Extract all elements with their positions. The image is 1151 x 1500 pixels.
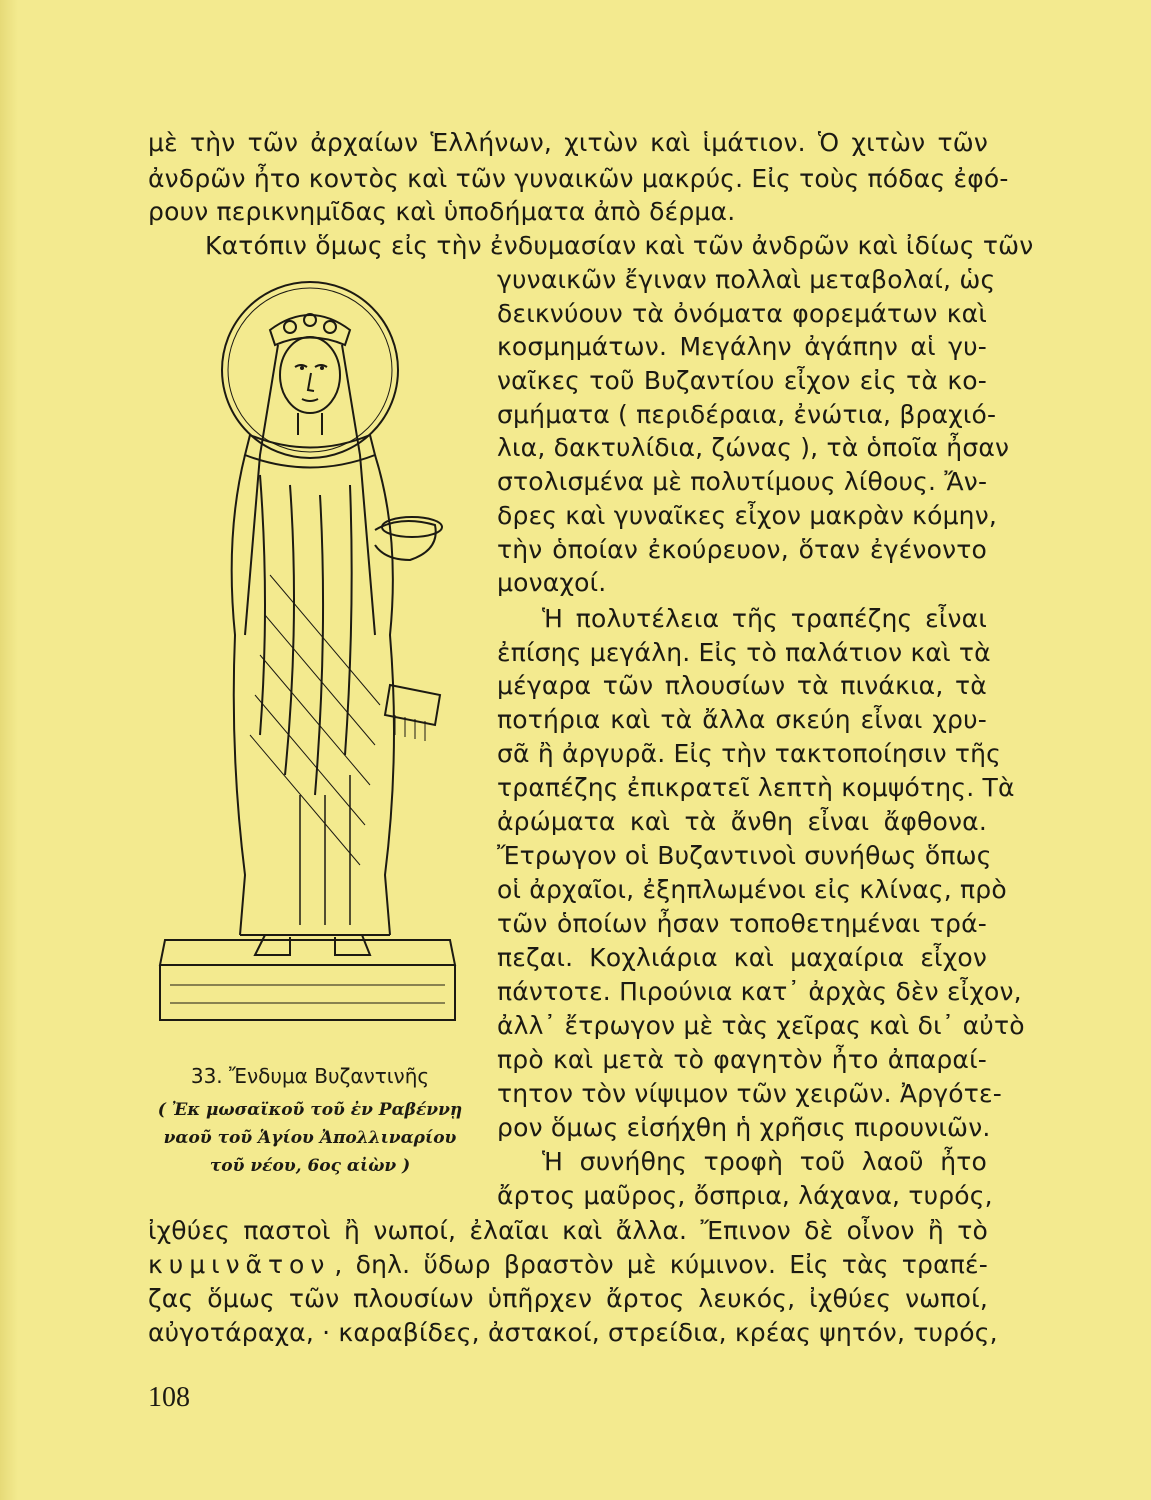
text-line: οἱ ἀρχαῖοι, ἐξηπλωμένοι εἰς κλίνας, πρὸ <box>497 875 1007 904</box>
text-line: πρὸ καὶ μετὰ τὸ φαγητὸν ἦτο ἀπαραί- <box>497 1045 987 1074</box>
text-line: ἀλλ᾽ ἔτρωγον μὲ τὰς χεῖρας καὶ δι᾽ αὐτὸ <box>497 1011 1025 1040</box>
text-line: στολισμένα μὲ πολυτίμους λίθους. Ἄν- <box>497 467 988 496</box>
figure-caption-title: 33. Ἔνδυμα Βυζαντινῆς <box>190 1064 430 1088</box>
text-line: λια, δακτυλίδια, ζώνας ), τὰ ὁποῖα ἦσαν <box>497 433 1010 462</box>
text-line: μοναχοί. <box>497 568 607 597</box>
figure-caption-line: ( Ἐκ μωσαϊκοῦ τοῦ ἐν Ραβέννῃ <box>157 1100 463 1120</box>
text-line: ἀνδρῶν ἦτο κοντὸς καὶ τῶν γυναικῶν μακρύς. Εἰς τοὺς πόδας ἐφό- <box>148 164 1009 193</box>
byzantine-woman-illustration <box>150 275 460 1035</box>
text-line: ἐπίσης μεγάλη. Εἰς τὸ παλάτιον καὶ τὰ <box>497 638 991 667</box>
text-line: πάντοτε. Πιρούνια κατ᾽ ἀρχὰς δὲν εἶχον, <box>497 977 1022 1006</box>
figure-caption-line: ναοῦ τοῦ Ἁγίου Ἀπολλιναρίου <box>163 1128 457 1148</box>
text-line: ζας ὅμως τῶν πλουσίων ὑπῆρχεν ἄρτος λευκός, ἰχθύες νωποί, <box>148 1284 988 1313</box>
text-line: δρες καὶ γυναῖκες εἶχον μακρὰν κόμην, <box>497 501 998 530</box>
text-line: σᾶ ἢ ἀργυρᾶ. Εἰς τὴν τακτοποίησιν τῆς <box>497 739 1002 768</box>
text-line: τὴν ὁποίαν ἐκούρευον, ὅταν ἐγένοντο <box>497 535 987 564</box>
figure-caption-line: τοῦ νέου, 6ος αἰὼν ) <box>209 1156 411 1176</box>
text-line: τῶν ὁποίων ἦσαν τοποθετημέναι τρά- <box>497 909 987 938</box>
text-line: Ἔτρωγον οἱ Βυζαντινοὶ συνήθως ὅπως <box>497 841 992 870</box>
text-line: ναῖκες τοῦ Βυζαντίου εἶχον εἰς τὰ κο- <box>497 366 987 395</box>
text-line: πεζαι. Κοχλιάρια καὶ μαχαίρια εἶχον <box>497 943 987 972</box>
text-line: τητον τὸν νίψιμον τῶν χειρῶν. Ἀργότε- <box>497 1079 1002 1108</box>
line-rest: , δηλ. ὕδωρ βραστὸν μὲ κύμινον. Εἰς τὰς τραπέ- <box>334 1250 988 1279</box>
text-line: μέγαρα τῶν πλουσίων τὰ πινάκια, τὰ <box>497 671 987 700</box>
spaced-word: κυμινᾶτον <box>148 1250 331 1279</box>
text-line: δεικνύουν τὰ ὀνόματα φορεμάτων καὶ <box>497 299 987 328</box>
text-line: μὲ τὴν τῶν ἀρχαίων Ἑλλήνων, χιτὼν καὶ ἱμάτιον. Ὁ χιτὼν τῶν <box>148 128 988 157</box>
text-line: γυναικῶν ἔγιναν πολλαὶ μεταβολαί, ὡς <box>497 265 996 294</box>
text-line: ἀρώματα καὶ τὰ ἄνθη εἶναι ἄφθονα. <box>497 807 987 836</box>
text-line: ποτήρια καὶ τὰ ἄλλα σκεύη εἶναι χρυ- <box>497 705 987 734</box>
text-line: σμήματα ( περιδέραια, ἐνώτια, βραχιό- <box>497 400 997 429</box>
text-line: Ἡ πολυτέλεια τῆς τραπέζης εἶναι <box>542 604 987 633</box>
text-line: Ἡ συνήθης τροφὴ τοῦ λαοῦ ἦτο <box>542 1147 987 1176</box>
text-line: ἄρτος μαῦρος, ὄσπρια, λάχανα, τυρός, <box>497 1181 993 1210</box>
text-line: Κατόπιν ὅμως εἰς τὴν ἐνδυμασίαν καὶ τῶν ἀνδρῶν καὶ ἰδίως τῶν <box>205 231 1034 260</box>
page-number: 108 <box>148 1382 190 1413</box>
text-line: τραπέζης ἐπικρατεῖ λεπτὴ κομψότης. Τὰ <box>497 773 1015 802</box>
text-line: ἰχθύες παστοὶ ἢ νωποί, ἐλαῖαι καὶ ἄλλα. Ἔπινον δὲ οἶνον ἢ τὸ <box>148 1216 988 1245</box>
text-line: ρον ὅμως εἰσήχθη ἡ χρῆσις πιρουνιῶν. <box>497 1113 991 1142</box>
text-line <box>148 1250 988 1280</box>
text-line: ρουν περικνημῖδας καὶ ὑποδήματα ἀπὸ δέρμα. <box>148 197 736 226</box>
text-line: κοσμημάτων. Μεγάλην ἀγάπην αἱ γυ- <box>497 332 987 361</box>
page-edge-shade <box>0 0 18 1500</box>
text-line: αὐγοτάραχα, · καραβίδες, ἀστακοί, στρείδια, κρέας ψητόν, τυρός, <box>148 1318 998 1347</box>
